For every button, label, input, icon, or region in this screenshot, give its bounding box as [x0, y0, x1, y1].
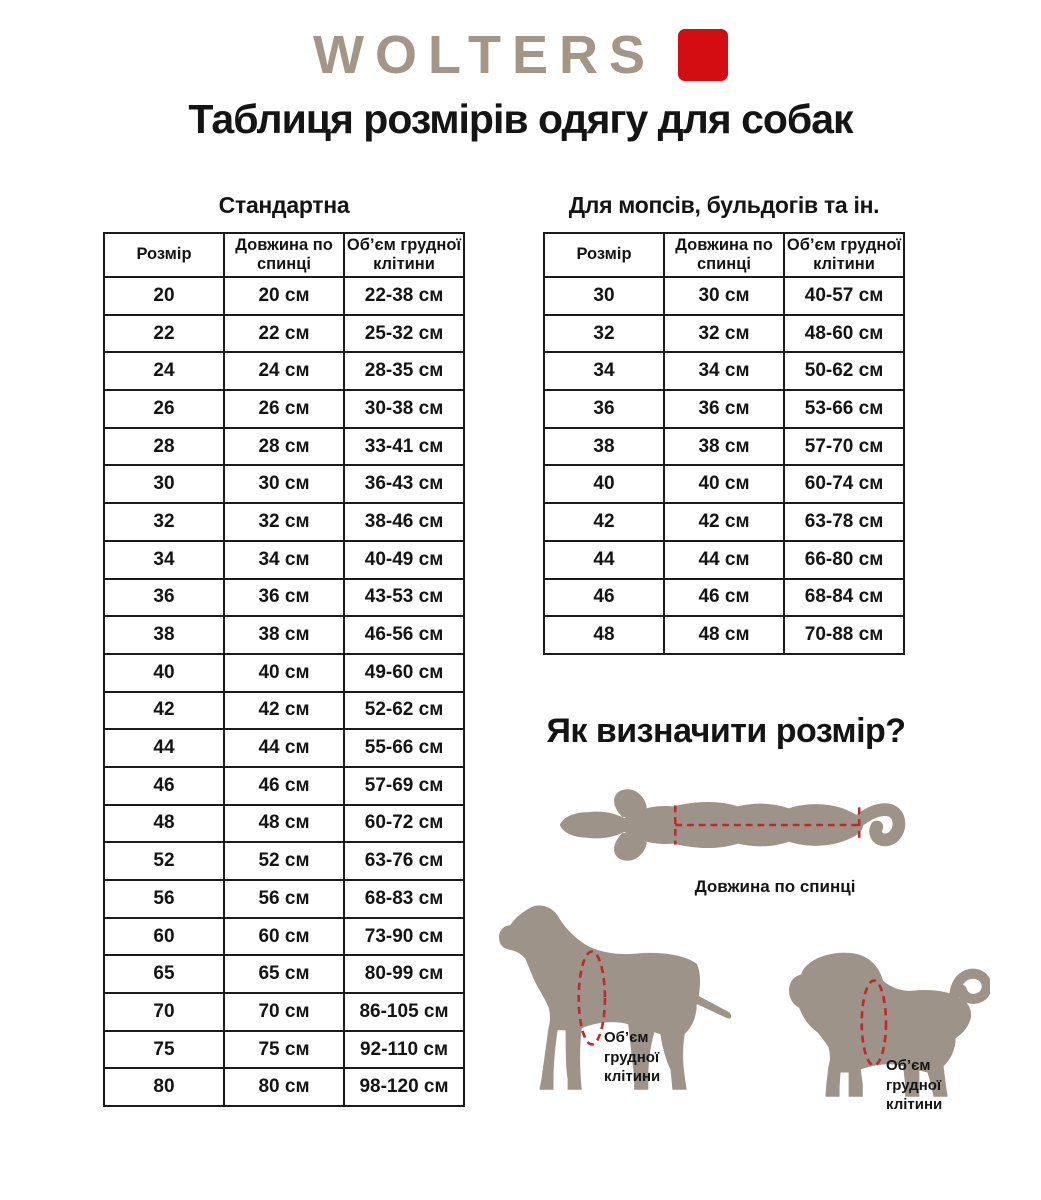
table-row [104, 315, 464, 353]
table-cell: 22-38 см [344, 277, 464, 315]
table-cell: 46 [544, 579, 664, 617]
table-cell: 60-72 см [344, 805, 464, 843]
table-row [104, 918, 464, 956]
table-cell: 60 [104, 918, 224, 956]
table-cell: 49-60 см [344, 654, 464, 692]
table-cell: 30 см [224, 465, 344, 503]
table-row [104, 842, 464, 880]
table-cell: 36 [544, 390, 664, 428]
table-cell: 40 см [664, 465, 784, 503]
table-cell: 60 см [224, 918, 344, 956]
table-row [104, 955, 464, 993]
table-row [104, 880, 464, 918]
table-cell: 44 [544, 541, 664, 579]
standard-table-caption: Стандартна [218, 192, 350, 218]
brand-wordmark: WOLTERS [313, 25, 656, 85]
standard-table-section [103, 192, 465, 1107]
standard-table-head [104, 233, 464, 277]
table-cell: 34 см [664, 352, 784, 390]
table-row [544, 541, 904, 579]
table-row [104, 277, 464, 315]
table-cell: 36 см [224, 579, 344, 617]
table-cell: 46 [104, 767, 224, 805]
table-cell: 66-80 см [784, 541, 904, 579]
column-header-back-length: Довжина по спинці [224, 233, 344, 277]
table-cell: 22 см [224, 315, 344, 353]
table-cell: 48 см [224, 805, 344, 843]
back-length-label: Довжина по спинці [694, 877, 856, 896]
table-cell: 73-90 см [344, 918, 464, 956]
table-cell: 26 см [224, 390, 344, 428]
table-cell: 98-120 см [344, 1068, 464, 1106]
table-cell: 48 см [664, 616, 784, 654]
table-row [544, 277, 904, 315]
table-row [544, 315, 904, 353]
brand-logo [0, 25, 1041, 85]
table-row [104, 993, 464, 1031]
header-row [104, 233, 464, 277]
table-cell: 56 см [224, 880, 344, 918]
table-cell: 24 см [224, 352, 344, 390]
table-cell: 68-84 см [784, 579, 904, 617]
table-cell: 22 [104, 315, 224, 353]
table-row [544, 428, 904, 466]
table-cell: 46 см [664, 579, 784, 617]
table-cell: 40 [544, 465, 664, 503]
table-row [104, 1031, 464, 1069]
table-cell: 63-78 см [784, 503, 904, 541]
table-row [104, 692, 464, 730]
standard-size-table [103, 232, 465, 1107]
table-cell: 34 см [224, 541, 344, 579]
table-cell: 92-110 см [344, 1031, 464, 1069]
table-cell: 65 [104, 955, 224, 993]
table-cell: 40 см [224, 654, 344, 692]
table-cell: 20 см [224, 277, 344, 315]
table-cell: 42 см [664, 503, 784, 541]
column-header-size: Розмір [544, 233, 664, 277]
table-cell: 32 [104, 503, 224, 541]
table-cell: 28-35 см [344, 352, 464, 390]
table-cell: 46 см [224, 767, 344, 805]
chest-girth-label: Об’єм грудної клітини [886, 1057, 943, 1113]
brand-red-square-icon [678, 29, 728, 81]
table-cell: 32 см [224, 503, 344, 541]
column-header-size: Розмір [104, 233, 224, 277]
table-cell: 38 [544, 428, 664, 466]
table-cell: 80 [104, 1068, 224, 1106]
table-cell: 36 [104, 579, 224, 617]
table-row [544, 579, 904, 617]
pugs-table-body [544, 277, 904, 654]
table-cell: 34 [544, 352, 664, 390]
table-cell: 20 [104, 277, 224, 315]
table-cell: 25-32 см [344, 315, 464, 353]
table-cell: 80 см [224, 1068, 344, 1106]
table-row [104, 428, 464, 466]
table-cell: 52 [104, 842, 224, 880]
table-cell: 70-88 см [784, 616, 904, 654]
table-cell: 86-105 см [344, 993, 464, 1031]
table-cell: 70 см [224, 993, 344, 1031]
table-cell: 43-53 см [344, 579, 464, 617]
table-cell: 38 [104, 616, 224, 654]
table-cell: 38 см [664, 428, 784, 466]
table-cell: 40-49 см [344, 541, 464, 579]
table-cell: 28 см [224, 428, 344, 466]
dog-top-view-silhouette [552, 766, 914, 884]
table-row [104, 654, 464, 692]
column-header-chest-girth: Об’єм грудної клітини [784, 233, 904, 277]
table-row [544, 616, 904, 654]
table-cell: 26 [104, 390, 224, 428]
page-title: Таблиця розмірів одягу для собак [188, 96, 853, 142]
table-row [104, 579, 464, 617]
table-cell: 56 [104, 880, 224, 918]
table-row [544, 465, 904, 503]
table-row [104, 1068, 464, 1106]
table-cell: 57-70 см [784, 428, 904, 466]
table-cell: 32 [544, 315, 664, 353]
table-row [104, 390, 464, 428]
table-cell: 36 см [664, 390, 784, 428]
table-cell: 38-46 см [344, 503, 464, 541]
table-cell: 75 [104, 1031, 224, 1069]
table-row [104, 541, 464, 579]
table-cell: 42 см [224, 692, 344, 730]
table-row [104, 767, 464, 805]
header-row [544, 233, 904, 277]
table-cell: 44 см [224, 729, 344, 767]
table-cell: 63-76 см [344, 842, 464, 880]
table-cell: 52-62 см [344, 692, 464, 730]
table-cell: 57-69 см [344, 767, 464, 805]
table-cell: 53-66 см [784, 390, 904, 428]
chest-girth-label: Об’єм грудної клітини [604, 1029, 661, 1085]
table-cell: 48 [104, 805, 224, 843]
table-cell: 44 см [664, 541, 784, 579]
table-cell: 52 см [224, 842, 344, 880]
pugs-table-caption: Для мопсів, бульдогів та ін. [568, 192, 880, 218]
table-cell: 24 [104, 352, 224, 390]
table-cell: 75 см [224, 1031, 344, 1069]
table-cell: 42 [544, 503, 664, 541]
pugs-table-section [543, 192, 905, 655]
table-cell: 30 см [664, 277, 784, 315]
table-cell: 40-57 см [784, 277, 904, 315]
table-cell: 28 [104, 428, 224, 466]
table-row [544, 390, 904, 428]
table-row [104, 352, 464, 390]
table-cell: 46-56 см [344, 616, 464, 654]
table-row [104, 503, 464, 541]
table-cell: 38 см [224, 616, 344, 654]
column-header-chest-girth: Об’єм грудної клітини [344, 233, 464, 277]
table-cell: 40 [104, 654, 224, 692]
table-cell: 55-66 см [344, 729, 464, 767]
table-cell: 70 [104, 993, 224, 1031]
guide-heading: Як визначити розмір? [546, 712, 906, 750]
table-cell: 32 см [664, 315, 784, 353]
standard-table-body [104, 277, 464, 1106]
table-cell: 33-41 см [344, 428, 464, 466]
table-cell: 44 [104, 729, 224, 767]
table-cell: 60-74 см [784, 465, 904, 503]
table-cell: 36-43 см [344, 465, 464, 503]
table-row [104, 729, 464, 767]
table-cell: 50-62 см [784, 352, 904, 390]
table-cell: 48-60 см [784, 315, 904, 353]
table-cell: 48 [544, 616, 664, 654]
table-cell: 30-38 см [344, 390, 464, 428]
table-cell: 68-83 см [344, 880, 464, 918]
table-row [544, 352, 904, 390]
table-cell: 30 [104, 465, 224, 503]
table-row [104, 616, 464, 654]
table-row [544, 503, 904, 541]
table-cell: 80-99 см [344, 955, 464, 993]
table-cell: 30 [544, 277, 664, 315]
table-cell: 42 [104, 692, 224, 730]
pugs-size-table [543, 232, 905, 655]
table-cell: 34 [104, 541, 224, 579]
column-header-back-length: Довжина по спинці [664, 233, 784, 277]
table-cell: 65 см [224, 955, 344, 993]
table-row [104, 805, 464, 843]
pugs-table-head [544, 233, 904, 277]
table-row [104, 465, 464, 503]
